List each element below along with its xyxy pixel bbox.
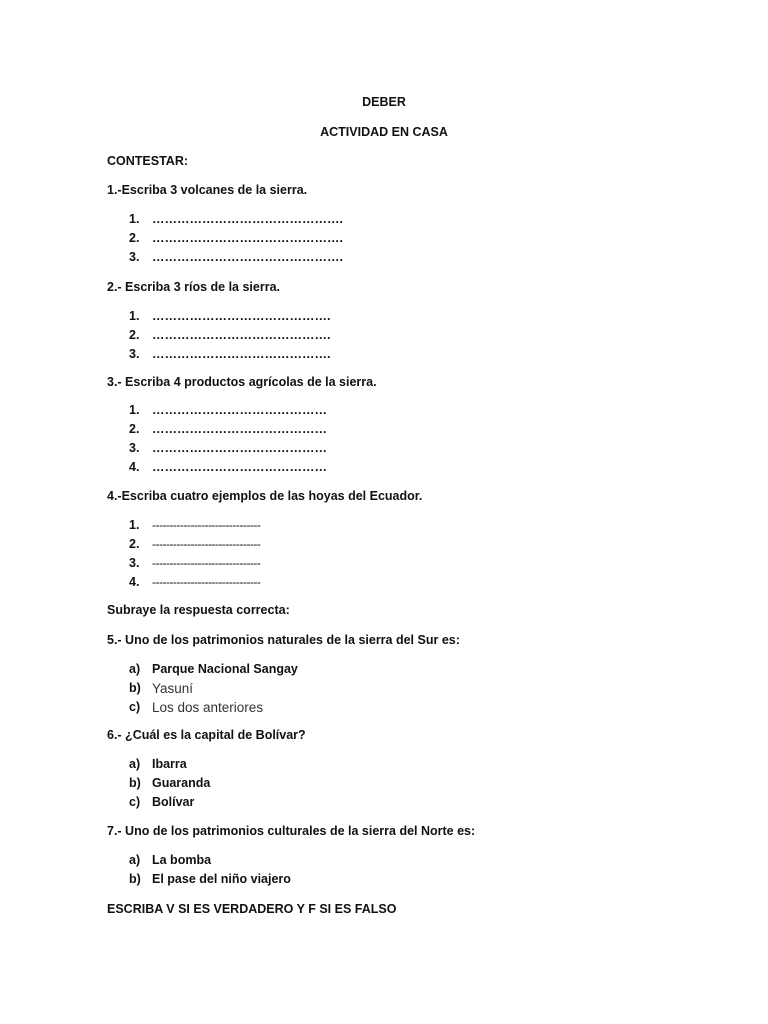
option-text: Guaranda (152, 776, 211, 790)
true-false-instruction: ESCRIBA V SI ES VERDADERO Y F SI ES FALSO (107, 902, 397, 916)
question-4: 4.-Escriba cuatro ejemplos de las hoyas del Ecuador. (107, 489, 423, 503)
question-6: 6.- ¿Cuál es la capital de Bolívar? (107, 728, 306, 742)
question-7: 7.- Uno de los patrimonios culturales de la sierra del Norte es: (107, 824, 476, 838)
answer-blank: ------------------------------- (152, 537, 261, 551)
answer-blank: ……………………………………. (152, 347, 331, 361)
option-text: Los dos anteriores (152, 700, 264, 715)
question-3: 3.- Escriba 4 productos agrícolas de la sierra. (107, 375, 377, 389)
option-text: Ibarra (152, 757, 187, 771)
answer-blank: ……………………………………. (152, 309, 331, 323)
answer-blank: …………………………………… (152, 441, 327, 455)
option-letter: c) (129, 795, 141, 809)
document-title: DEBER (362, 95, 406, 109)
item-number: 2. (129, 422, 140, 436)
option-letter: a) (129, 662, 141, 676)
item-number: 2. (129, 231, 140, 245)
item-number: 1. (129, 403, 140, 417)
option-text: El pase del niño viajero (152, 872, 291, 886)
item-number: 3. (129, 556, 140, 570)
answer-blank: …………………………………… (152, 422, 327, 436)
answer-blank: ………………………………………. (152, 250, 343, 264)
question-1: 1.-Escriba 3 volcanes de la sierra. (107, 183, 308, 197)
option-text: Bolívar (152, 795, 195, 809)
answer-blank: ………………………………………. (152, 212, 343, 226)
option-letter: a) (129, 853, 141, 867)
item-number: 3. (129, 250, 140, 264)
answer-blank: ------------------------------- (152, 575, 261, 589)
document-subtitle: ACTIVIDAD EN CASA (320, 125, 448, 139)
item-number: 4. (129, 460, 140, 474)
answer-blank: ……………………………………. (152, 328, 331, 342)
item-number: 2. (129, 328, 140, 342)
answer-blank: ------------------------------- (152, 518, 261, 532)
option-text: Parque Nacional Sangay (152, 662, 298, 676)
option-letter: b) (129, 776, 141, 790)
question-2: 2.- Escriba 3 ríos de la sierra. (107, 280, 281, 294)
answer-blank: ------------------------------- (152, 556, 261, 570)
underline-instruction: Subraye la respuesta correcta: (107, 603, 290, 617)
option-text: Yasuní (152, 681, 194, 696)
item-number: 1. (129, 212, 140, 226)
item-number: 1. (129, 518, 140, 532)
item-number: 2. (129, 537, 140, 551)
answer-blank: …………………………………… (152, 403, 327, 417)
question-5: 5.- Uno de los patrimonios naturales de la sierra del Sur es: (107, 633, 460, 647)
answer-blank: …………………………………… (152, 460, 327, 474)
option-letter: c) (129, 700, 141, 714)
item-number: 3. (129, 347, 140, 361)
item-number: 4. (129, 575, 140, 589)
option-text: La bomba (152, 853, 212, 867)
option-letter: b) (129, 681, 141, 695)
answer-blank: ………………………………………. (152, 231, 343, 245)
item-number: 1. (129, 309, 140, 323)
option-letter: a) (129, 757, 141, 771)
item-number: 3. (129, 441, 140, 455)
instruction-contestar: CONTESTAR: (107, 154, 189, 168)
option-letter: b) (129, 872, 141, 886)
